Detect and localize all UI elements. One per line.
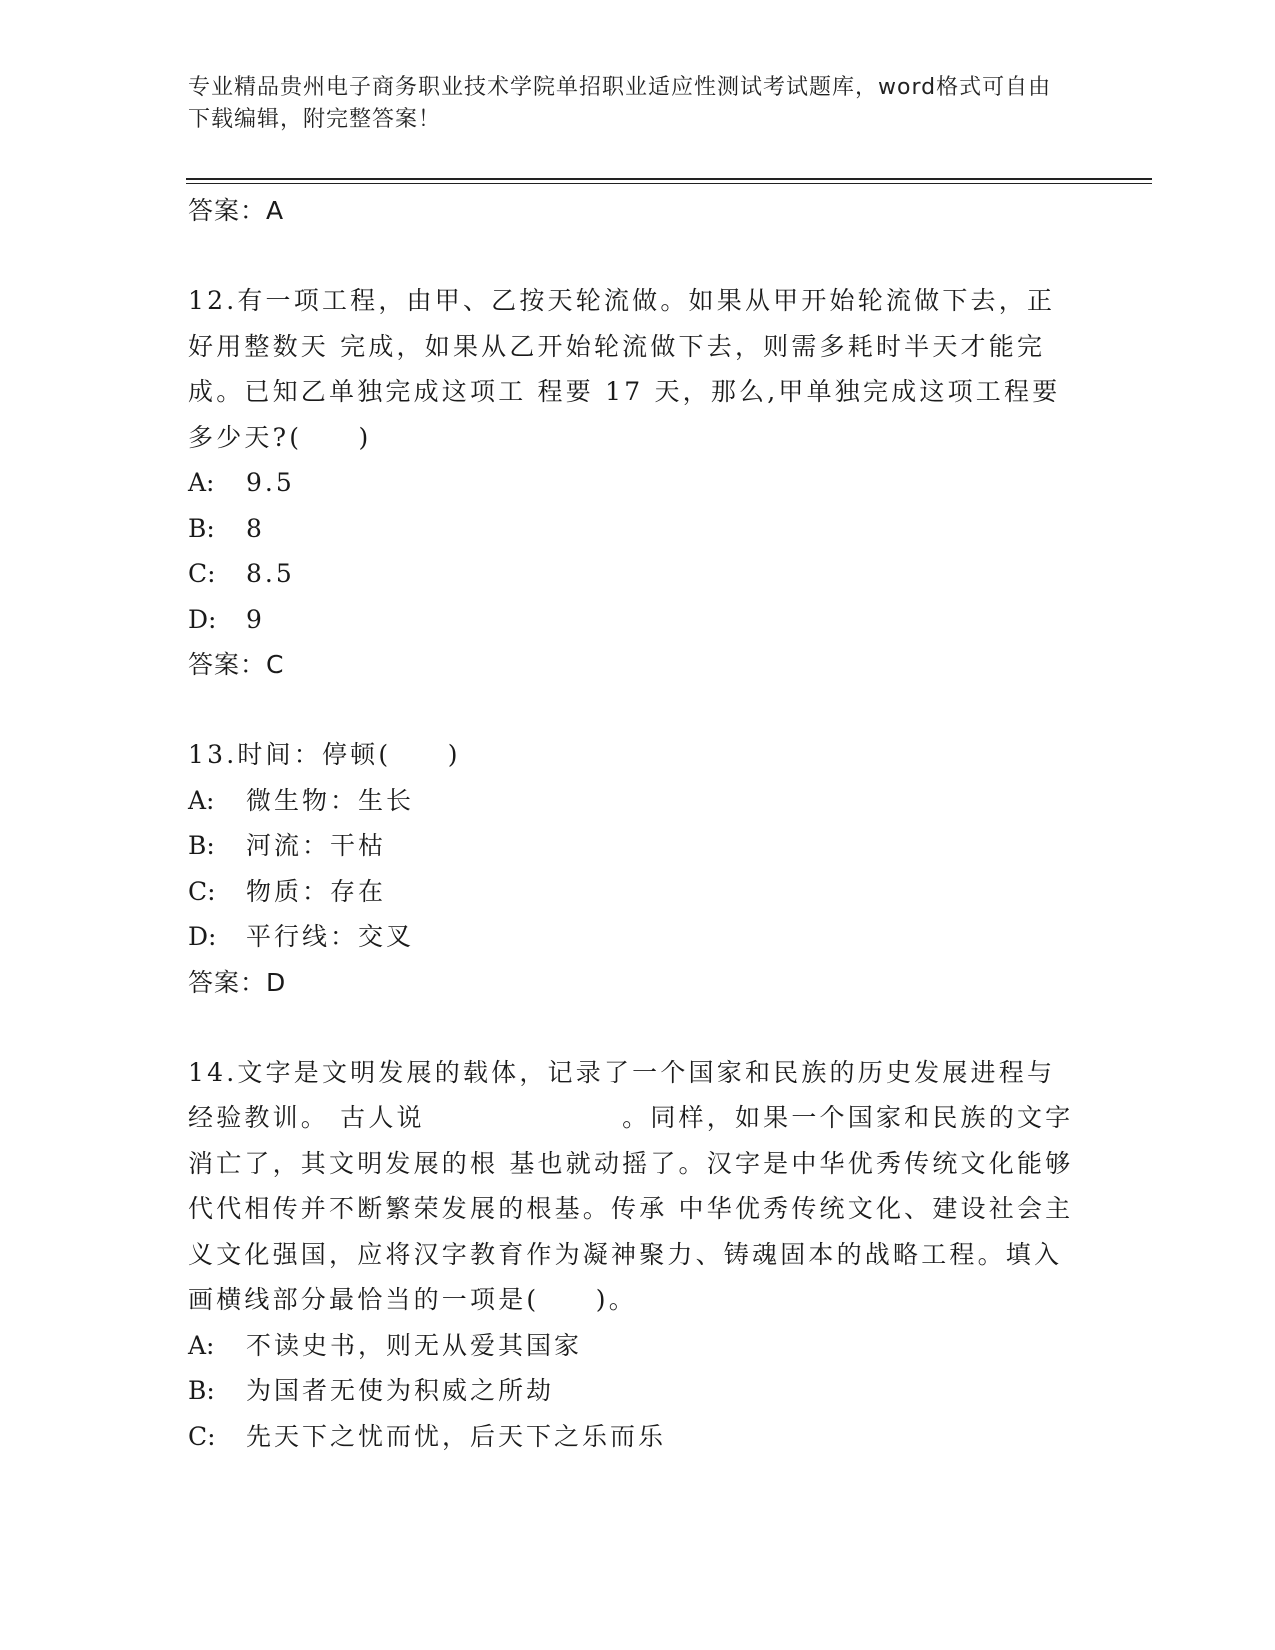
option-a (188, 778, 1078, 824)
option-key: B: (188, 513, 215, 543)
spacer (188, 688, 1078, 732)
option-text: 8.5 (246, 559, 295, 588)
option-text: 先天下之忧而忧，后天下之乐而乐 (246, 1421, 667, 1451)
option-key: C: (188, 1421, 216, 1451)
spacer (188, 234, 1078, 278)
option-text: 河流：干枯 (246, 831, 387, 860)
answer-previous: 答案：A (188, 196, 285, 225)
header-divider (186, 178, 1152, 180)
option-text: 不读史书，则无从爱其国家 (246, 1330, 583, 1360)
option-key: C: (188, 559, 216, 588)
question-12 (188, 278, 1078, 688)
option-text: 9 (246, 604, 265, 634)
document-body (188, 188, 1078, 1459)
option-c (188, 869, 1078, 915)
option-a (188, 460, 1078, 506)
option-b (188, 1368, 1078, 1414)
option-b (188, 823, 1078, 869)
answer: 答案：C (188, 650, 285, 679)
question-13 (188, 732, 1078, 1006)
option-b (188, 506, 1078, 552)
option-text: 8 (246, 513, 265, 543)
option-text: 物质：存在 (246, 876, 387, 906)
option-key: A: (188, 1330, 215, 1360)
option-d (188, 597, 1078, 643)
answer: 答案：D (188, 967, 287, 997)
option-key: B: (188, 831, 215, 860)
option-text: 为国者无使为积威之所劫 (246, 1376, 555, 1405)
question-text: 12.有一项工程，由甲、乙按天轮流做。如果从甲开始轮流做下去，正好用整数天 完成，如果从乙开始轮流做下去，则需多耗时半天才能完成。已知乙单独完成这项工 程要 17 天，那么,甲单独完成这项工程要多少天?( ) (188, 286, 1061, 452)
option-key: B: (188, 1376, 215, 1405)
question-14 (188, 1050, 1078, 1460)
option-a (188, 1323, 1078, 1369)
option-c (188, 1414, 1078, 1460)
option-c (188, 551, 1078, 597)
header-divider-thin (186, 183, 1152, 184)
option-key: A: (188, 468, 215, 497)
question-text: 13.时间：停顿( ) (188, 740, 461, 769)
option-text: 9.5 (246, 468, 295, 497)
option-key: C: (188, 876, 216, 906)
option-key: D: (188, 604, 217, 634)
option-d (188, 914, 1078, 960)
question-text: 14.文字是文明发展的载体，记录了一个国家和民族的历史发展进程与经验教训。 古人说 。同样，如果一个国家和民族的文字消亡了，其文明发展的根 基也就动摇了。汉字是中华优秀传统文化能够代代相传并不断繁荣发展的根基。传承 中华优秀传统文化、建设社会主义文化强国，应将汉字教育作为凝神聚力、铸魂固本的战略工程。填入画横线部分最恰当的一项是( )。 (188, 1057, 1074, 1314)
option-key: D: (188, 922, 217, 951)
option-text: 微生物：生长 (246, 785, 415, 815)
page-header: 专业精品贵州电子商务职业技术学院单招职业适应性测试考试题库，word格式可自由下载编辑，附完整答案！ (188, 75, 1052, 132)
spacer (188, 1006, 1078, 1050)
option-key: A: (188, 785, 215, 815)
option-text: 平行线：交叉 (246, 922, 415, 951)
